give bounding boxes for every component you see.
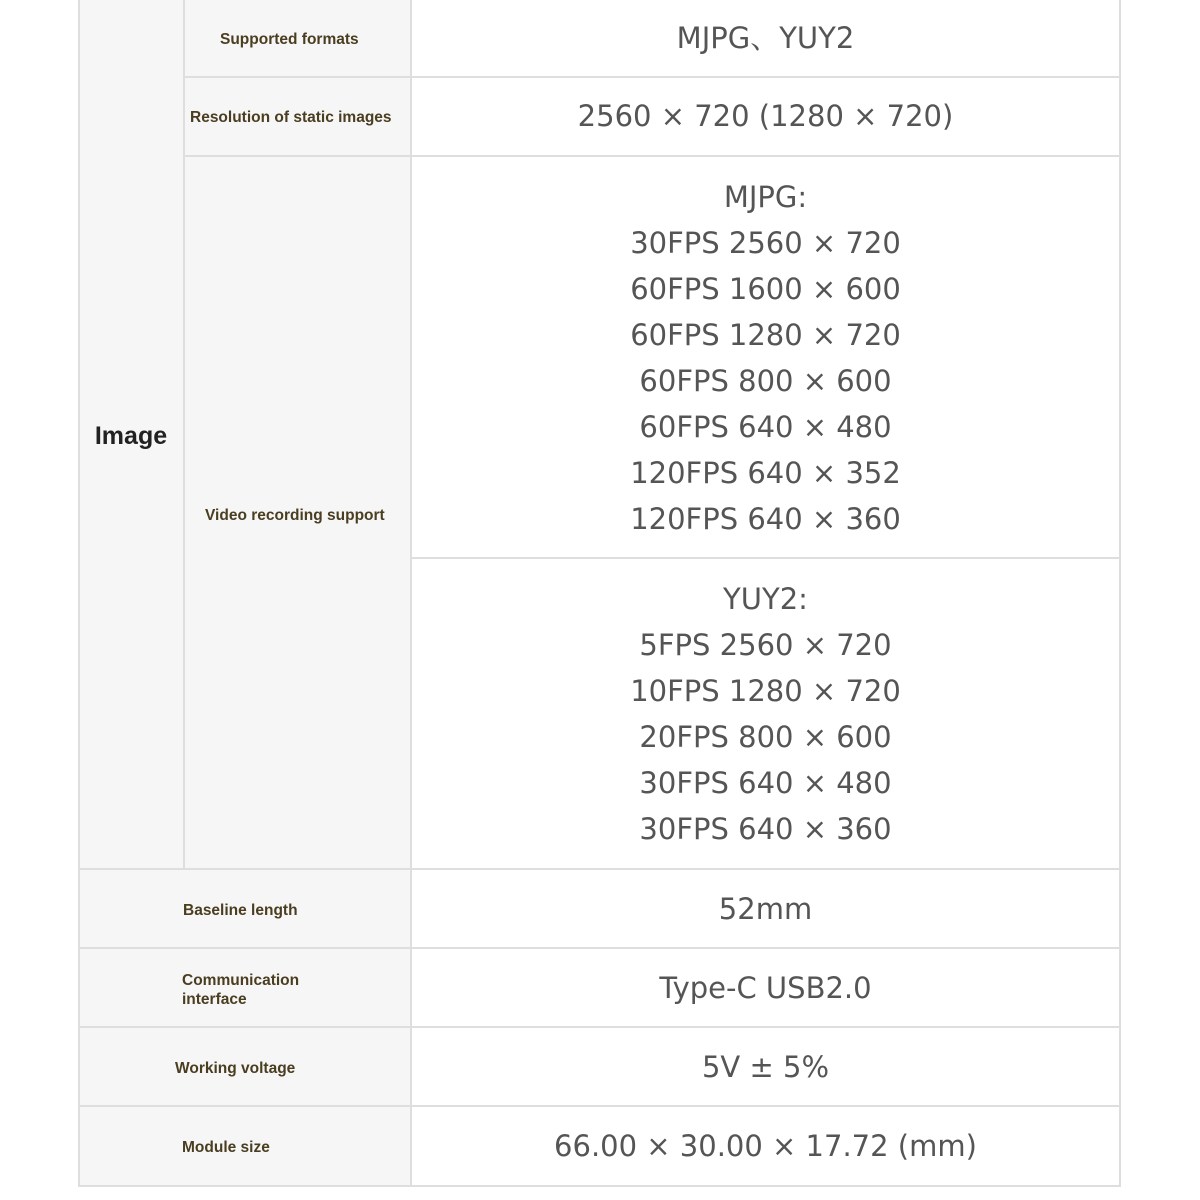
- yuy2-mode: 20FPS 800 × 600: [639, 720, 892, 754]
- yuy2-mode: 5FPS 2560 × 720: [639, 628, 892, 662]
- row-divider: [78, 1026, 1121, 1028]
- mjpg-mode: 30FPS 2560 × 720: [630, 226, 901, 260]
- row-divider: [183, 76, 1121, 78]
- working-voltage-value: 5V ± 5%: [701, 1050, 830, 1084]
- baseline-length-label: Baseline length: [183, 902, 298, 919]
- supported-formats-value: MJPG、YUY2: [676, 21, 855, 55]
- yuy2-mode: 30FPS 640 × 480: [639, 766, 892, 800]
- category-divider: [183, 0, 185, 868]
- communication-interface-label: Communication interface: [182, 972, 300, 1008]
- mjpg-mode: 120FPS 640 × 360: [630, 502, 901, 536]
- mjpg-mode-list: [412, 174, 1119, 542]
- yuy2-heading: YUY2:: [723, 582, 808, 616]
- yuy2-mode: 10FPS 1280 × 720: [630, 674, 901, 708]
- category-label: Image: [94, 422, 168, 450]
- label-column-bg: [183, 0, 411, 868]
- static-resolution-value: 2560 × 720 (1280 × 720): [577, 99, 954, 133]
- mjpg-mode: 60FPS 1600 × 600: [630, 272, 901, 306]
- yuy2-mode: 30FPS 640 × 360: [639, 812, 892, 846]
- video-recording-label: Video recording support: [205, 507, 385, 524]
- table-border-right: [1119, 0, 1121, 1187]
- table-border-bottom: [78, 1185, 1121, 1187]
- mjpg-mode: 60FPS 800 × 600: [639, 364, 892, 398]
- mjpg-mode: 120FPS 640 × 352: [630, 456, 901, 490]
- module-size-label: Module size: [182, 1139, 270, 1156]
- working-voltage-label: Working voltage: [175, 1060, 296, 1077]
- static-resolution-label: Resolution of static images: [190, 109, 392, 126]
- row-divider: [410, 557, 1121, 559]
- communication-interface-value: Type-C USB2.0: [659, 971, 872, 1005]
- mjpg-mode: 60FPS 640 × 480: [639, 410, 892, 444]
- yuy2-mode-list: [412, 576, 1119, 852]
- baseline-length-value: 52mm: [718, 892, 813, 926]
- row-divider: [78, 1105, 1121, 1107]
- row-divider: [78, 947, 1121, 949]
- row-divider: [183, 155, 1121, 157]
- row-divider: [78, 868, 1121, 870]
- table-border-left: [78, 0, 80, 1187]
- supported-formats-label: Supported formats: [220, 31, 359, 48]
- module-size-value: 66.00 × 30.00 × 17.72 (mm): [554, 1129, 977, 1163]
- mjpg-mode: 60FPS 1280 × 720: [630, 318, 901, 352]
- mjpg-heading: MJPG:: [723, 180, 808, 214]
